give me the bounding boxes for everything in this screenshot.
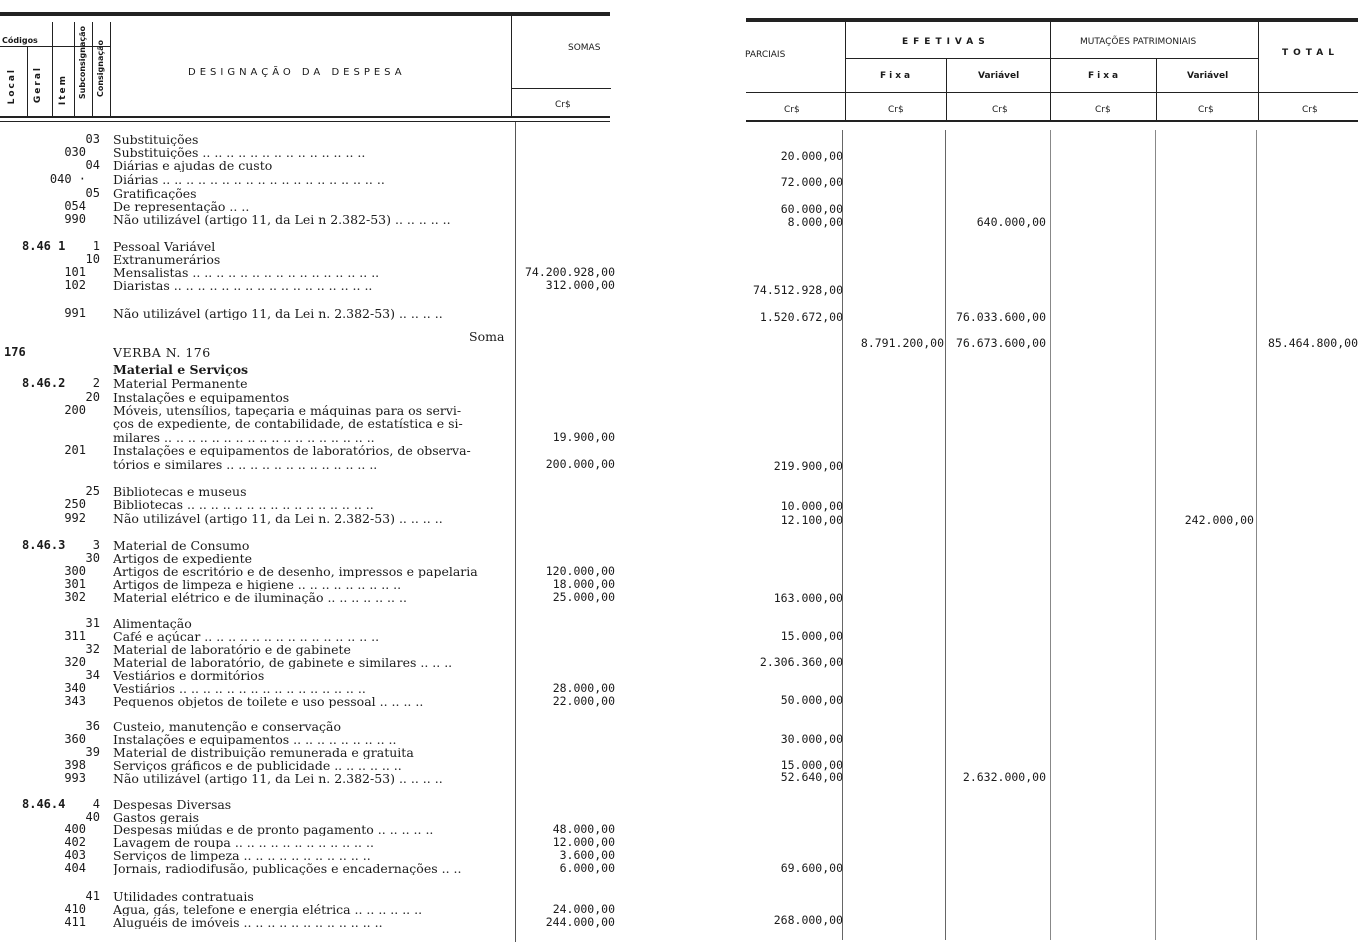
row-sub-code: 992 bbox=[64, 511, 86, 525]
row-description: Serviços de limpeza .. .. .. .. .. .. .. .. .. .. .. bbox=[113, 849, 371, 862]
row-description: Material elétrico e de iluminação .. .. .. .. .. .. .. bbox=[113, 591, 407, 604]
row-soma-value: 200.000,00 bbox=[545, 457, 615, 471]
col-subconsignacao-header: Subconsignação bbox=[78, 26, 87, 100]
row-description: Artigos de escritório e de desenho, impressos e papelaria bbox=[113, 565, 478, 578]
row-sub-code: 41 bbox=[85, 889, 100, 903]
row-description: Custeio, manutenção e conservação bbox=[113, 720, 341, 733]
row-sub-code: 030 bbox=[64, 145, 86, 159]
row-local-code: 176 bbox=[4, 345, 26, 359]
fixa1-header: Fixa bbox=[880, 71, 914, 81]
row-sub-code: 05 bbox=[85, 186, 100, 200]
row-sub-code: 054 bbox=[64, 199, 86, 213]
row-description: milares .. .. .. .. .. .. .. .. .. .. .. .. .. .. .. .. .. .. bbox=[113, 431, 375, 444]
row-sub-code: 991 bbox=[64, 306, 86, 320]
row-description: Extranumerários bbox=[113, 253, 221, 266]
row-sub-code: 200 bbox=[64, 403, 86, 417]
value-cell-var1: 2.632.000,00 bbox=[962, 770, 1046, 784]
right-header-top-rule bbox=[746, 18, 1358, 22]
row-description: Material e Serviços bbox=[113, 363, 249, 376]
row-sub-code: 403 bbox=[64, 848, 86, 862]
row-local-code: 8.46.2 bbox=[22, 376, 66, 390]
fixa2-currency: Cr$ bbox=[1095, 105, 1111, 115]
row-description: Mensalistas .. .. .. .. .. .. .. .. .. .. .. .. .. .. .. .. bbox=[113, 266, 380, 279]
row-description: Instalações e equipamentos bbox=[113, 391, 290, 404]
row-sub-code: 402 bbox=[64, 835, 86, 849]
row-description: Vestiários .. .. .. .. .. .. .. .. .. .. .. .. .. .. .. .. bbox=[113, 682, 366, 695]
right-sep-1 bbox=[845, 22, 846, 120]
row-sub-code: 411 bbox=[64, 915, 86, 929]
fixa2-header: Fixa bbox=[1088, 71, 1122, 81]
row-soma-value: 12.000,00 bbox=[552, 835, 615, 849]
row-soma-value: 18.000,00 bbox=[552, 577, 615, 591]
row-sub-code: 311 bbox=[64, 629, 86, 643]
variavel1-currency: Cr$ bbox=[992, 105, 1008, 115]
row-description: Não utilizável (artigo 11, da Lei n 2.382-53) .. .. .. .. .. bbox=[113, 213, 451, 226]
row-description: Aluguéis de imóveis .. .. .. .. .. .. .. .. .. .. .. .. bbox=[113, 916, 383, 929]
row-description: Instalações e equipamentos .. .. .. .. .. .. .. .. .. bbox=[113, 733, 397, 746]
row-sub-code: 340 bbox=[64, 681, 86, 695]
value-cell-parciais: 10.000,00 bbox=[780, 499, 843, 513]
row-sub-code: 34 bbox=[85, 668, 100, 682]
row-description: ços de expediente, de contabilidade, de estatística e si- bbox=[113, 417, 463, 430]
row-description: Soma bbox=[469, 330, 505, 343]
row-description: Pequenos objetos de toilete e uso pessoal .. .. .. .. bbox=[113, 695, 424, 708]
right-sep-5 bbox=[1258, 22, 1259, 120]
value-cell-var2: 242.000,00 bbox=[1184, 513, 1254, 527]
row-sub-code: 300 bbox=[64, 564, 86, 578]
row-soma-value: 24.000,00 bbox=[552, 902, 615, 916]
value-cell-parciais: 163.000,00 bbox=[773, 591, 843, 605]
row-sub-code: 040 · bbox=[49, 172, 86, 186]
row-soma-value: 312.000,00 bbox=[545, 278, 615, 292]
row-sub-code: 25 bbox=[85, 484, 100, 498]
row-description: Artigos de limpeza e higiene .. .. .. .. .. .. .. .. .. bbox=[113, 578, 402, 591]
row-soma-value: 48.000,00 bbox=[552, 822, 615, 836]
row-description: Material de laboratório e de gabinete bbox=[113, 643, 351, 656]
row-sub-code: 03 bbox=[85, 132, 100, 146]
somas-currency: Cr$ bbox=[555, 100, 571, 110]
value-cell-fixa1: 8.791.200,00 bbox=[860, 336, 944, 350]
row-description: Diárias .. .. .. .. .. .. .. .. .. .. .. .. .. .. .. .. .. .. .. bbox=[113, 173, 385, 186]
row-description: Diaristas .. .. .. .. .. .. .. .. .. .. .. .. .. .. .. .. .. bbox=[113, 279, 373, 292]
row-description: Pessoal Variável bbox=[113, 240, 216, 253]
row-description: Material de distribuição remunerada e gratuita bbox=[113, 746, 414, 759]
row-sub-code: 101 bbox=[64, 265, 86, 279]
row-sub-code: 04 bbox=[85, 158, 100, 172]
row-description: Substituições bbox=[113, 133, 199, 146]
value-cell-parciais: 60.000,00 bbox=[780, 202, 843, 216]
value-cell-parciais: 8.000,00 bbox=[787, 215, 843, 229]
row-sub-code: 400 bbox=[64, 822, 86, 836]
value-cell-total: 85.464.800,00 bbox=[1267, 336, 1358, 350]
row-description: Agua, gás, telefone e energia elétrica .. .. .. .. .. .. bbox=[113, 903, 423, 916]
value-cell-parciais: 219.900,00 bbox=[773, 459, 843, 473]
row-sub-code: 343 bbox=[64, 694, 86, 708]
row-description: Serviços gráficos e de publicidade .. .. .. .. .. .. bbox=[113, 759, 402, 772]
row-description: Não utilizável (artigo 11, da Lei n. 2.382-53) .. .. .. .. bbox=[113, 772, 443, 785]
row-local-code: 8.46.3 bbox=[22, 538, 66, 552]
row-sub-code: 410 bbox=[64, 902, 86, 916]
row-description: Não utilizável (artigo 11, da Lei n. 2.382-53) .. .. .. .. bbox=[113, 307, 443, 320]
row-description: Artigos de expediente bbox=[113, 552, 253, 565]
row-description: Material de Consumo bbox=[113, 539, 250, 552]
col-geral-header: Geral bbox=[33, 66, 43, 104]
right-body-sep-3 bbox=[1050, 130, 1051, 940]
value-cell-var1: 640.000,00 bbox=[976, 215, 1046, 229]
row-sub-code: 30 bbox=[85, 551, 100, 565]
row-description: Instalações e equipamentos de laboratórios, de observa- bbox=[113, 444, 471, 457]
value-cell-parciais: 69.600,00 bbox=[780, 861, 843, 875]
row-description: Material Permanente bbox=[113, 377, 248, 390]
right-body-sep-2 bbox=[945, 130, 946, 940]
right-body-sep-4 bbox=[1155, 130, 1156, 940]
row-sub-code: 102 bbox=[64, 278, 86, 292]
mutacoes-header: MUTAÇÕES PATRIMONIAIS bbox=[1080, 37, 1197, 47]
row-description: Despesas Diversas bbox=[113, 798, 232, 811]
row-sub-code: 39 bbox=[85, 745, 100, 759]
row-description: Despesas miúdas e de pronto pagamento .. .. .. .. .. bbox=[113, 823, 434, 836]
right-body-sep-1 bbox=[842, 130, 843, 940]
row-sub-code: 36 bbox=[85, 719, 100, 733]
row-sub-code: 4 bbox=[92, 797, 100, 811]
parciais-header: PARCIAIS bbox=[745, 50, 786, 60]
row-sub-code: 990 bbox=[64, 212, 86, 226]
total-currency: Cr$ bbox=[1302, 105, 1318, 115]
value-cell-parciais: 74.512.928,00 bbox=[752, 283, 843, 297]
row-sub-code: 31 bbox=[85, 616, 100, 630]
right-header-bottom-rule bbox=[746, 120, 1358, 122]
row-sub-code: 302 bbox=[64, 590, 86, 604]
right-sep-4 bbox=[1156, 58, 1157, 120]
row-description: Alimentação bbox=[113, 617, 192, 630]
row-sub-code: 398 bbox=[64, 758, 86, 772]
efetivas-header: EFETIVAS bbox=[902, 37, 990, 47]
row-soma-value: 74.200.928,00 bbox=[524, 265, 615, 279]
row-description: Utilidades contratuais bbox=[113, 890, 254, 903]
value-cell-parciais: 50.000,00 bbox=[780, 693, 843, 707]
value-cell-parciais: 1.520.672,00 bbox=[759, 310, 843, 324]
fixa1-currency: Cr$ bbox=[888, 105, 904, 115]
variavel1-header: Variável bbox=[978, 71, 1020, 81]
right-sub-rule-1 bbox=[846, 58, 1258, 59]
value-cell-parciais: 15.000,00 bbox=[780, 758, 843, 772]
row-description: Gratificações bbox=[113, 187, 197, 200]
row-soma-value: 22.000,00 bbox=[552, 694, 615, 708]
row-description: Diárias e ajudas de custo bbox=[113, 159, 273, 172]
row-description: Lavagem de roupa .. .. .. .. .. .. .. .. .. .. .. .. bbox=[113, 836, 374, 849]
value-cell-parciais: 268.000,00 bbox=[773, 913, 843, 927]
row-sub-code: 250 bbox=[64, 497, 86, 511]
value-cell-parciais: 2.306.360,00 bbox=[759, 655, 843, 669]
row-soma-value: 3.600,00 bbox=[559, 848, 615, 862]
value-cell-var1: 76.673.600,00 bbox=[955, 336, 1046, 350]
row-soma-value: 25.000,00 bbox=[552, 590, 615, 604]
row-soma-value: 6.000,00 bbox=[559, 861, 615, 875]
row-sub-code: 360 bbox=[64, 732, 86, 746]
col-consignacao-header: Consignação bbox=[96, 40, 105, 98]
value-cell-var1: 76.033.600,00 bbox=[955, 310, 1046, 324]
value-cell-parciais: 12.100,00 bbox=[780, 513, 843, 527]
value-cell-parciais: 15.000,00 bbox=[780, 629, 843, 643]
row-local-code: 8.46.4 bbox=[22, 797, 66, 811]
row-description: Bibliotecas e museus bbox=[113, 485, 247, 498]
variavel2-currency: Cr$ bbox=[1198, 105, 1214, 115]
row-sub-code: 10 bbox=[85, 252, 100, 266]
right-body-sep-5 bbox=[1256, 130, 1257, 940]
row-description: Material de laboratório, de gabinete e similares .. .. .. bbox=[113, 656, 453, 669]
row-sub-code: 2 bbox=[92, 376, 100, 390]
total-header: TOTAL bbox=[1282, 48, 1339, 58]
row-soma-value: 28.000,00 bbox=[552, 681, 615, 695]
row-sub-code: 320 bbox=[64, 655, 86, 669]
row-soma-value: 244.000,00 bbox=[545, 915, 615, 929]
row-description: Jornais, radiodifusão, publicações e encadernações .. .. bbox=[113, 862, 462, 875]
variavel2-header: Variável bbox=[1187, 71, 1229, 81]
row-sub-code: 404 bbox=[64, 861, 86, 875]
row-description: tórios e similares .. .. .. .. .. .. .. .. .. .. .. .. .. bbox=[113, 458, 378, 471]
row-description: VERBA N. 176 bbox=[113, 346, 211, 359]
row-sub-code: 993 bbox=[64, 771, 86, 785]
row-description: Vestiários e dormitórios bbox=[113, 669, 265, 682]
row-description: Não utilizável (artigo 11, da Lei n. 2.382-53) .. .. .. .. bbox=[113, 512, 443, 525]
row-description: Bibliotecas .. .. .. .. .. .. .. .. .. .. .. .. .. .. .. .. bbox=[113, 498, 374, 511]
value-cell-parciais: 20.000,00 bbox=[780, 149, 843, 163]
row-description: De representação .. .. bbox=[113, 200, 250, 213]
designacao-header: DESIGNAÇÃO DA DESPESA bbox=[188, 67, 406, 78]
row-sub-code: 3 bbox=[92, 538, 100, 552]
row-sub-code: 32 bbox=[85, 642, 100, 656]
row-soma-value: 19.900,00 bbox=[552, 430, 615, 444]
right-sep-2 bbox=[946, 58, 947, 120]
somas-header: SOMAS bbox=[568, 43, 601, 53]
row-local-code: 8.46 1 bbox=[22, 239, 66, 253]
row-sub-code: 40 bbox=[85, 810, 100, 824]
row-description: Móveis, utensílios, tapeçaria e máquinas para os servi- bbox=[113, 404, 462, 417]
row-description: Gastos gerais bbox=[113, 811, 200, 824]
value-cell-parciais: 52.640,00 bbox=[780, 770, 843, 784]
row-sub-code: 201 bbox=[64, 443, 86, 457]
row-sub-code: 301 bbox=[64, 577, 86, 591]
row-description: Café e açúcar .. .. .. .. .. .. .. .. .. .. .. .. .. .. .. bbox=[113, 630, 380, 643]
parciais-currency: Cr$ bbox=[784, 105, 800, 115]
col-local-header: Local bbox=[7, 68, 17, 105]
row-soma-value: 120.000,00 bbox=[545, 564, 615, 578]
row-sub-code: 20 bbox=[85, 390, 100, 404]
row-sub-code: 1 bbox=[92, 239, 100, 253]
row-description: Substituições .. .. .. .. .. .. .. .. .. .. .. .. .. .. bbox=[113, 146, 366, 159]
right-sep-3 bbox=[1050, 22, 1051, 120]
codigos-label: Códigos bbox=[2, 36, 38, 45]
value-cell-parciais: 30.000,00 bbox=[780, 732, 843, 746]
right-sub-rule-2 bbox=[746, 92, 1358, 93]
value-cell-parciais: 72.000,00 bbox=[780, 175, 843, 189]
col-item-header: Item bbox=[58, 74, 68, 106]
